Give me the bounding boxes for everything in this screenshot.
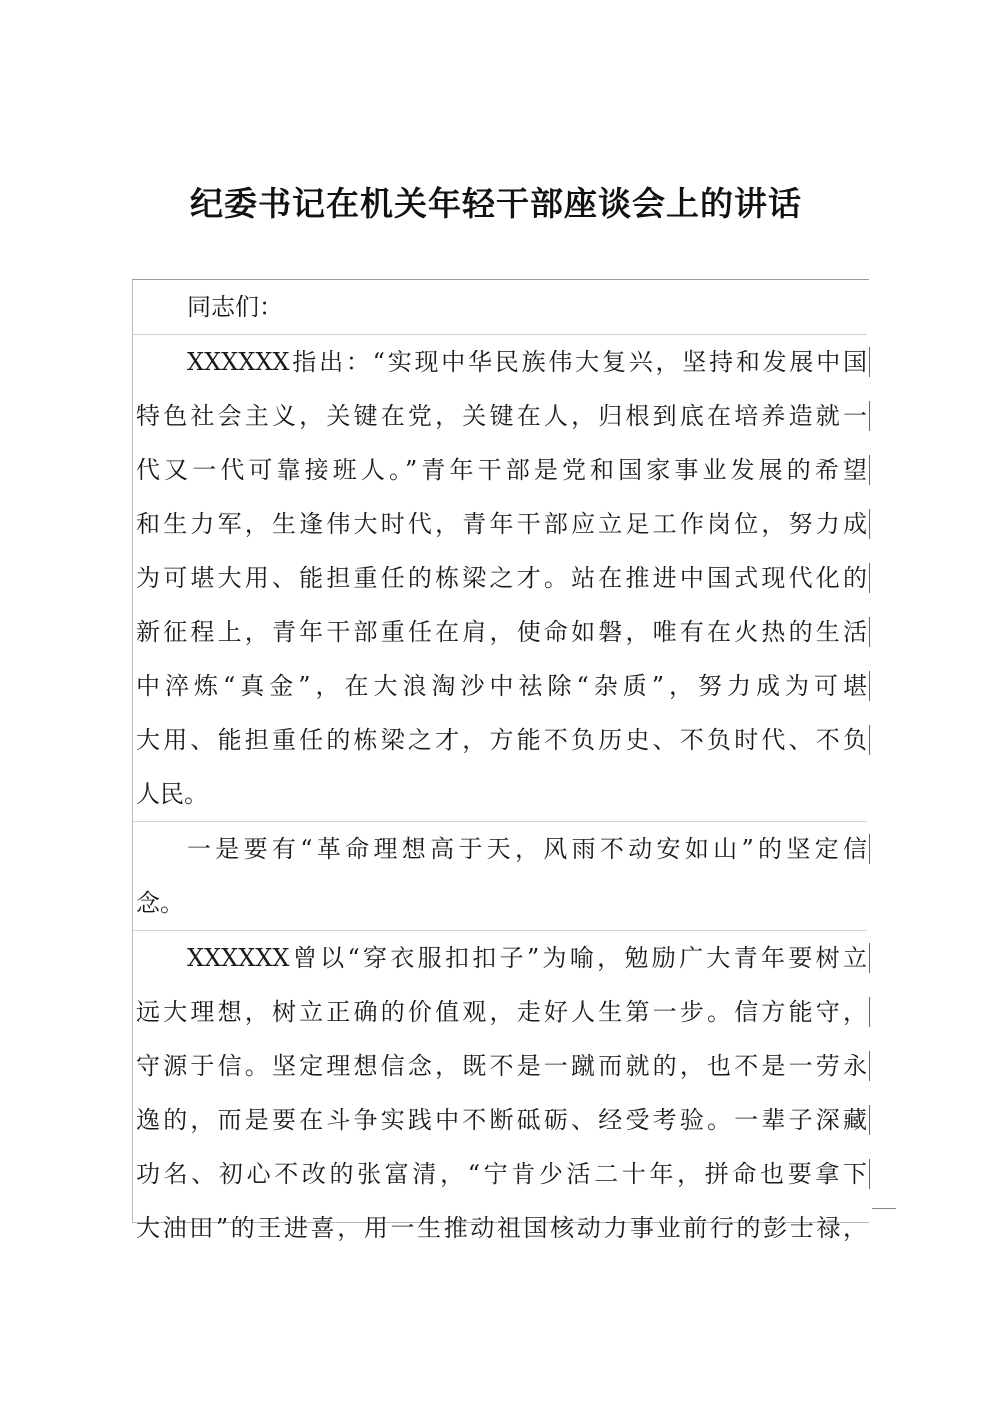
paragraph-line: 逸的，而是要在斗争实践中不断砥砺、经受考验。一辈子深藏 [133,1093,867,1147]
paragraph-line: XXXXXX曾以“穿衣服扣扣子”为喻，勉励广大青年要树立 [133,931,867,985]
document-body [132,279,869,1242]
paragraph-line: XXXXXX指出：“实现中华民族伟大复兴，坚持和发展中国 [133,335,867,389]
salutation-paragraph [133,280,867,335]
paragraph-line: 新征程上，青年干部重任在肩，使命如磐，唯有在火热的生活 [133,605,867,659]
paragraph-line: 为可堪大用、能担重任的栋梁之才。站在推进中国式现代化的 [133,551,867,605]
page-corner-mark [872,1208,896,1209]
paragraph-line: 大油田”的王进喜，用一生推动祖国核动力事业前行的彭士禄， [136,1214,867,1242]
paragraph-line: 守源于信。坚定理想信念，既不是一蹴而就的，也不是一劳永 [133,1039,867,1093]
paragraph-line: 人民。 [136,780,208,808]
paragraph-line: 中淬炼“真金”，在大浪淘沙中祛除“杂质”，努力成为可堪 [133,659,867,713]
paragraph-line: 大用、能担重任的栋梁之才，方能不负历史、不负时代、不负 [133,713,867,767]
paragraph-1 [133,335,867,822]
paragraph-line: 和生力军，生逢伟大时代，青年干部应立足工作岗位，努力成 [133,497,867,551]
paragraph-line: 功名、初心不改的张富清，“宁肯少活二十年，拼命也要拿下 [133,1147,867,1201]
salutation: 同志们： [187,293,283,321]
document-title: 纪委书记在机关年轻干部座谈会上的讲话 [190,184,802,223]
paragraph-line: 一是要有“革命理想高于天，风雨不动安如山”的坚定信 [133,822,867,876]
paragraph-line: 远大理想，树立正确的价值观，走好人生第一步。信方能守， [133,985,867,1039]
paragraph-line: 代又一代可靠接班人。”青年干部是党和国家事业发展的希望 [133,443,867,497]
paragraph-2 [133,822,867,931]
paragraph-3 [133,931,867,1255]
paragraph-line: 念。 [136,889,184,917]
paragraph-line: 特色社会主义，关键在党，关键在人，归根到底在培养造就一 [133,389,867,443]
